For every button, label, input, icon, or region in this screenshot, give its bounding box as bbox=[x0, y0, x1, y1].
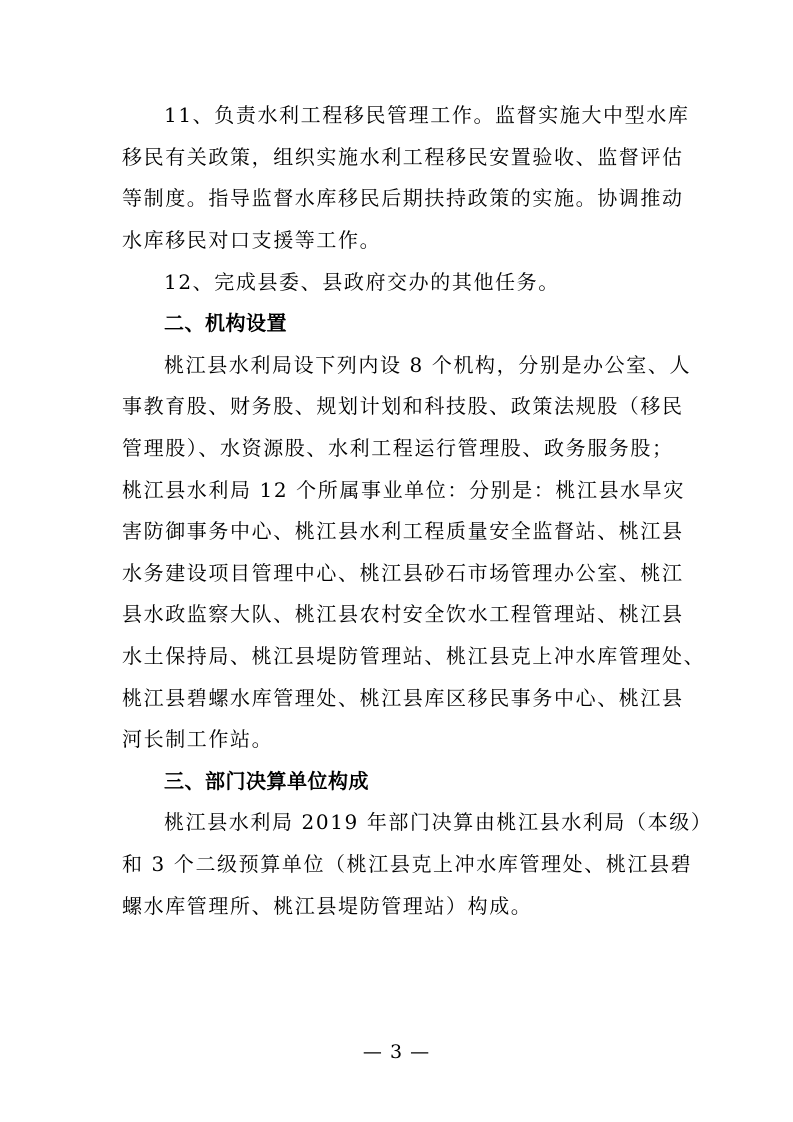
paragraph-line: 河长制工作站。 bbox=[122, 727, 274, 751]
paragraph-line: 水务建设项目管理中心、桃江县砂石市场管理办公室、桃江 bbox=[122, 561, 684, 585]
paragraph-line: 桃江县水利局 2019 年部门决算由桃江县水利局（本级） bbox=[164, 810, 713, 834]
paragraph-line: 害防御事务中心、桃江县水利工程质量安全监督站、桃江县 bbox=[122, 519, 684, 543]
paragraph-line: 事教育股、财务股、规划计划和科技股、政策法规股（移民 bbox=[122, 394, 684, 418]
paragraph-line: 等制度。指导监督水库移民后期扶持政策的实施。协调推动 bbox=[122, 186, 684, 210]
paragraph-line: 县水政监察大队、桃江县农村安全饮水工程管理站、桃江县 bbox=[122, 602, 684, 626]
paragraph-line: 桃江县碧螺水库管理处、桃江县库区移民事务中心、桃江县 bbox=[122, 686, 684, 710]
paragraph-line: 水库移民对口支援等工作。 bbox=[122, 228, 382, 252]
paragraph-line: 移民有关政策，组织实施水利工程移民安置验收、监督评估 bbox=[122, 145, 684, 169]
section-heading: 三、部门决算单位构成 bbox=[164, 769, 369, 793]
paragraph-line: 水土保持局、桃江县堤防管理站、桃江县克上冲水库管理处、 bbox=[122, 644, 706, 668]
paragraph-line: 管理股）、水资源股、水利工程运行管理股、政务服务股； bbox=[122, 436, 674, 460]
paragraph-line: 11、负责水利工程移民管理工作。监督实施大中型水库 bbox=[164, 103, 690, 127]
paragraph-line: 12、完成县委、县政府交办的其他任务。 bbox=[164, 270, 560, 294]
paragraph-line: 桃江县水利局设下列内设 8 个机构，分别是办公室、人 bbox=[164, 353, 692, 377]
section-heading: 二、机构设置 bbox=[164, 311, 287, 335]
page-number: — 3 — bbox=[362, 1041, 431, 1063]
paragraph-line: 桃江县水利局 12 个所属事业单位：分别是：桃江县水旱灾 bbox=[122, 478, 685, 502]
paragraph-line: 和 3 个二级预算单位（桃江县克上冲水库管理处、桃江县碧 bbox=[122, 852, 693, 876]
paragraph-line: 螺水库管理所、桃江县堤防管理站）构成。 bbox=[122, 894, 533, 918]
